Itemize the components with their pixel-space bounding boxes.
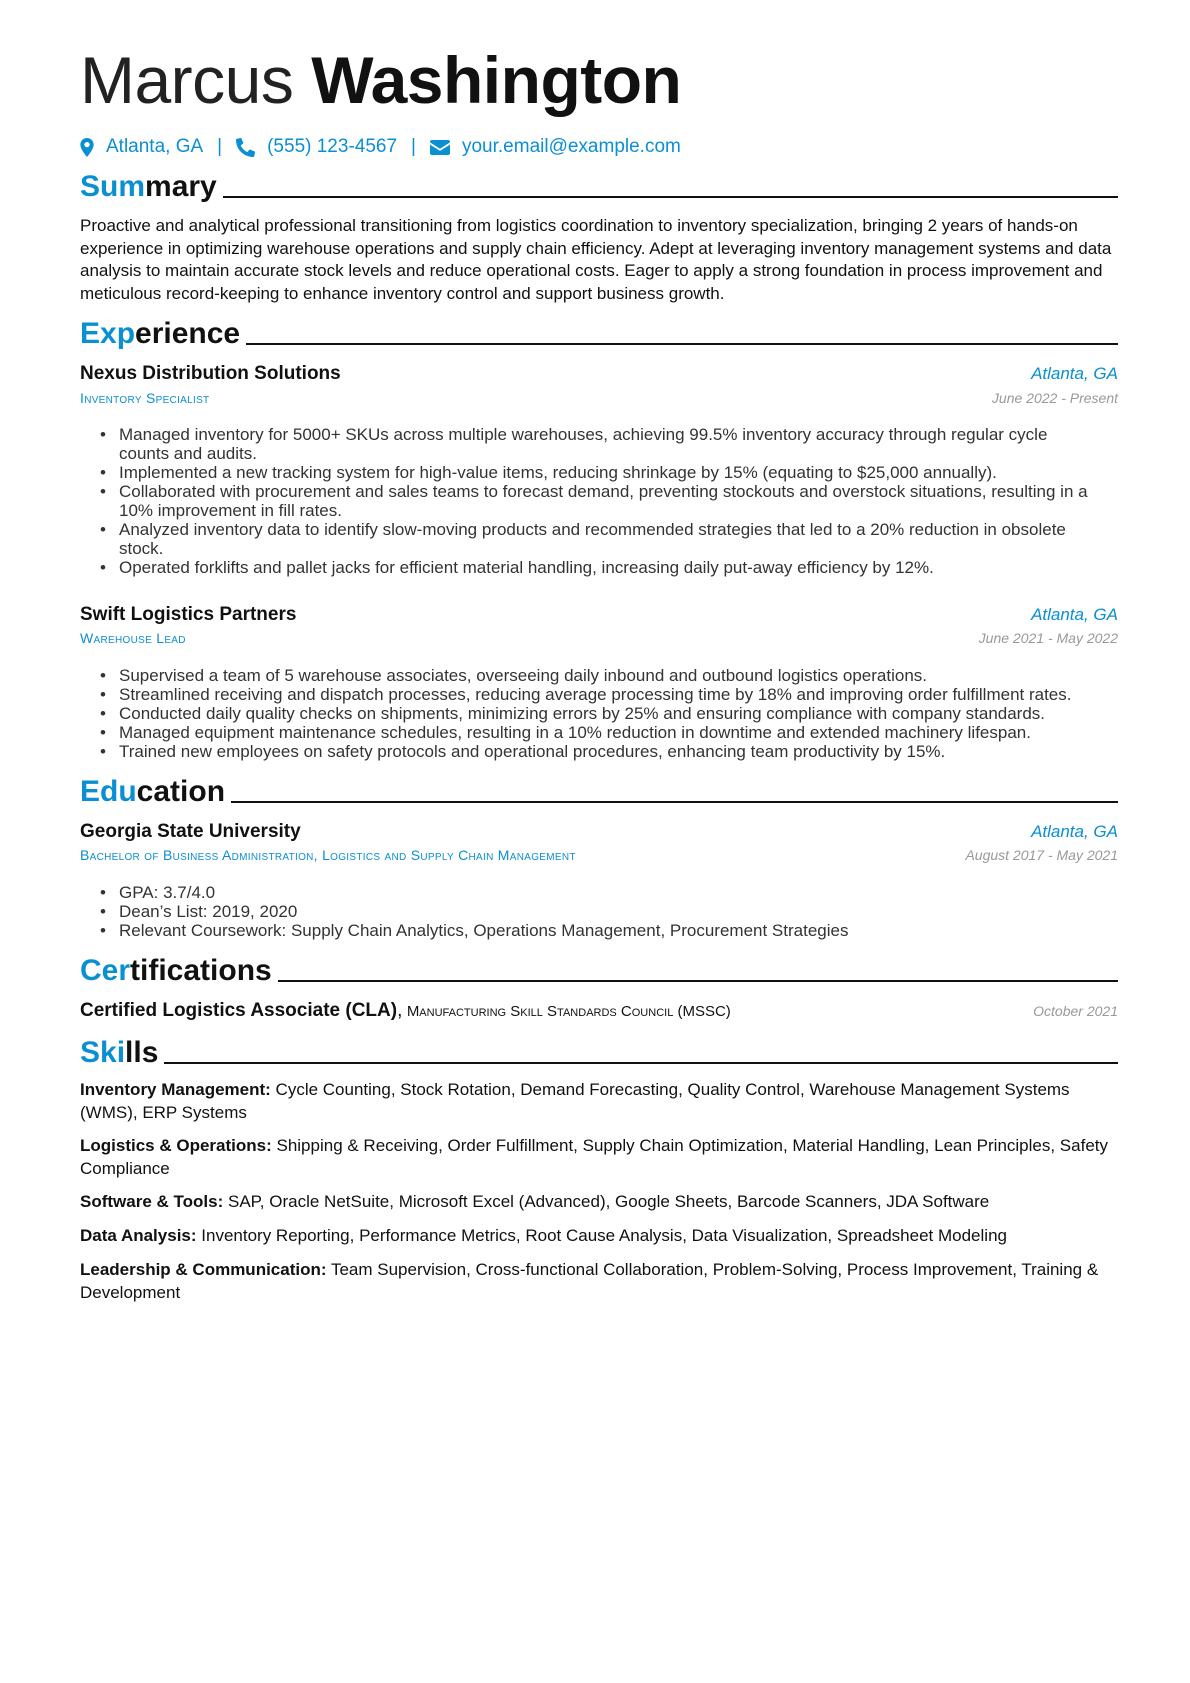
section-certifications-heading xyxy=(80,952,1118,988)
section-rule xyxy=(164,1062,1118,1064)
list-item: • Operated forklifts and pallet jacks for efficient material handling, increasing daily put-away efficiency by 12%. xyxy=(98,558,1098,577)
list-item: • Trained new employees on safety protocols and operational procedures, enhancing team productivity by 15%. xyxy=(98,742,1098,761)
section-title: Summary xyxy=(80,170,217,203)
job-bullets xyxy=(98,666,1098,761)
phone-text: (555) 123-4567 xyxy=(267,136,398,157)
contact-separator: | xyxy=(217,136,223,157)
job-subheader xyxy=(80,630,1118,646)
job-location: Atlanta, GA xyxy=(1031,605,1118,624)
list-item: • GPA: 3.7/4.0 xyxy=(98,883,1098,902)
contact-email[interactable] xyxy=(430,136,681,158)
contact-separator: | xyxy=(411,136,416,157)
skill-group xyxy=(80,1135,1118,1180)
skill-group xyxy=(80,1079,1118,1124)
contact-location xyxy=(80,136,203,158)
skill-list: Team Supervision, Cross-functional Collaboration, Problem-Solving, Process Improvement, Training & Development xyxy=(80,1260,1099,1302)
certification-entry: Certified Logistics Associate (CLA), Manufacturing Skill Standards Council (MSSC) xyxy=(80,1000,731,1021)
list-item: • Managed equipment maintenance schedules, resulting in a 10% reduction in downtime and extended machinery lifespan. xyxy=(98,723,1098,742)
skill-list: Shipping & Receiving, Order Fulfillment, Supply Chain Optimization, Material Handling, Lean Principles, Safety Compliance xyxy=(80,1136,1108,1178)
list-item: • Implemented a new tracking system for high-value items, reducing shrinkage by 15% (equating to $25,000 annually). xyxy=(98,463,1098,482)
section-experience-heading xyxy=(80,315,1118,351)
skill-list: Inventory Reporting, Performance Metrics, Root Cause Analysis, Data Visualization, Spreadsheet Modeling xyxy=(201,1226,1007,1245)
section-title: Certifications xyxy=(80,954,272,987)
company-name: Swift Logistics Partners xyxy=(80,604,297,625)
summary-text: Proactive and analytical professional transitioning from logistics coordination to inventory specialization, bringing 2 years of hands-on experience in optimizing warehouse operations and supply chain efficiency. Adept at leveraging inventory management systems and data analysis to maintain accurate stock levels and reduce operational costs. Eager to apply a strong foundation in process improvement and meticulous record-keeping to enhance inventory control and support business growth. xyxy=(80,216,1112,303)
skill-label: Data Analysis: xyxy=(80,1226,197,1245)
degree: Bachelor of Business Administration, Logistics and Supply Chain Management xyxy=(80,847,576,863)
job-bullets xyxy=(98,425,1098,577)
section-education-heading xyxy=(80,773,1118,809)
skill-list: SAP, Oracle NetSuite, Microsoft Excel (Advanced), Google Sheets, Barcode Scanners, JDA Software xyxy=(227,1192,990,1211)
last-name: Washington xyxy=(311,43,682,117)
section-summary-heading xyxy=(80,168,1118,204)
education-subheader xyxy=(80,847,1118,863)
list-item: • Supervised a team of 5 warehouse associates, overseeing daily inbound and outbound logistics operations. xyxy=(98,666,1098,685)
first-name: Marcus xyxy=(80,43,294,117)
list-item: • Dean’s List: 2019, 2020 xyxy=(98,902,1098,921)
contact-line xyxy=(80,134,681,160)
list-item: • Streamlined receiving and dispatch processes, reducing average processing time by 18% and improving order fulfillment rates. xyxy=(98,685,1098,704)
candidate-name xyxy=(80,42,681,118)
contact-phone[interactable] xyxy=(236,136,397,158)
job-title: Inventory Specialist xyxy=(80,390,210,406)
list-item: • Managed inventory for 5000+ SKUs across multiple warehouses, achieving 99.5% inventory accuracy through regular cycle counts and audits. xyxy=(98,425,1098,463)
job-subheader xyxy=(80,390,1118,406)
education-dates: August 2017 - May 2021 xyxy=(965,847,1118,863)
skill-label: Inventory Management: xyxy=(80,1080,271,1099)
list-item: • Collaborated with procurement and sales teams to forecast demand, preventing stockouts and overstock situations, resulting in a 10% improvement in fill rates. xyxy=(98,482,1098,520)
list-item: • Analyzed inventory data to identify slow-moving products and recommended strategies that led to a 20% reduction in obsolete stock. xyxy=(98,520,1098,558)
phone-icon xyxy=(236,138,255,157)
section-rule xyxy=(231,801,1118,803)
skill-list: Cycle Counting, Stock Rotation, Demand Forecasting, Quality Control, Warehouse Management Systems (WMS), ERP Systems xyxy=(80,1080,1070,1122)
company-name: Nexus Distribution Solutions xyxy=(80,363,341,384)
email-text: your.email@example.com xyxy=(461,136,681,157)
certification-row xyxy=(80,1000,1118,1022)
job-location: Atlanta, GA xyxy=(1031,364,1118,383)
location-text: Atlanta, GA xyxy=(106,136,204,157)
certification-name: Certified Logistics Associate (CLA) xyxy=(80,1000,398,1021)
skill-label: Software & Tools: xyxy=(80,1192,224,1211)
skill-label: Leadership & Communication: xyxy=(80,1260,327,1279)
envelope-icon xyxy=(430,140,450,155)
list-item: • Conducted daily quality checks on shipments, minimizing errors by 25% and ensuring compliance with company standards. xyxy=(98,704,1098,723)
skill-label: Logistics & Operations: xyxy=(80,1136,272,1155)
skill-group xyxy=(80,1225,1118,1248)
education-bullets xyxy=(98,883,1098,940)
skill-group xyxy=(80,1191,1118,1214)
school-location: Atlanta, GA xyxy=(1031,822,1118,841)
education-header xyxy=(80,821,1118,843)
job-header xyxy=(80,604,1118,626)
list-item: • Relevant Coursework: Supply Chain Analytics, Operations Management, Procurement Strategies xyxy=(98,921,1098,940)
section-rule xyxy=(278,980,1118,982)
job-dates: June 2022 - Present xyxy=(991,390,1118,406)
section-title: Education xyxy=(80,775,226,808)
section-rule xyxy=(223,196,1118,198)
section-rule xyxy=(246,343,1118,345)
job-title: Warehouse Lead xyxy=(80,630,186,646)
section-title: Experience xyxy=(80,317,241,350)
section-skills-heading xyxy=(80,1034,1118,1070)
map-pin-icon xyxy=(80,138,94,157)
job-dates: June 2021 - May 2022 xyxy=(978,630,1118,646)
skill-group xyxy=(80,1259,1118,1304)
section-title: Skills xyxy=(80,1036,159,1069)
job-header xyxy=(80,363,1118,385)
school-name: Georgia State University xyxy=(80,821,301,842)
certification-date: October 2021 xyxy=(1033,1003,1118,1019)
certification-issuer: Manufacturing Skill Standards Council (MSSC) xyxy=(406,1003,731,1020)
